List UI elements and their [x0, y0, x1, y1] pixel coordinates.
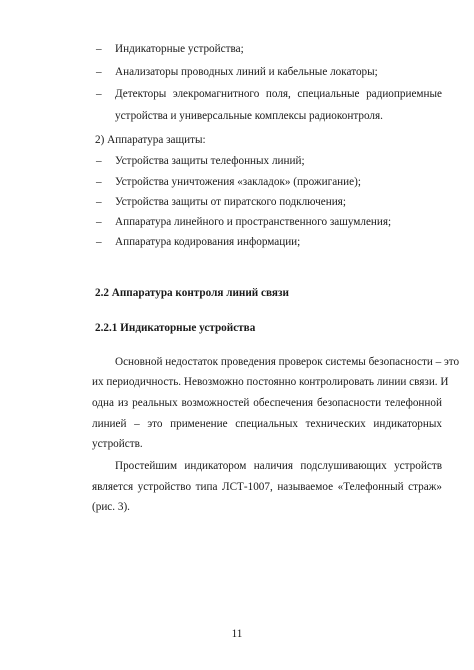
- list-dash: –: [96, 88, 102, 100]
- paragraph-line: Основной недостаток проведения проверок системы безопасности – это: [115, 356, 460, 368]
- list-item: Аппаратура линейного и пространственного зашумления;: [115, 216, 392, 228]
- list-item: Анализаторы проводных линий и кабельные локаторы;: [115, 66, 378, 78]
- list-dash: –: [96, 155, 102, 167]
- list-dash: –: [96, 236, 102, 248]
- paragraph-line: одна из реальных возможностей обеспечения безопасности телефонной: [92, 397, 442, 409]
- list-heading: 2) Аппаратура защиты:: [95, 134, 206, 146]
- list-item: Устройства защиты телефонных линий;: [115, 155, 305, 167]
- paragraph-line: является устройство типа ЛСТ-1007, называемое «Телефонный страж»: [92, 481, 442, 493]
- list-dash: –: [96, 66, 102, 78]
- paragraph-line: Простейшим индикатором наличия подслушивающих устройств: [115, 460, 442, 472]
- paragraph-line: устройств.: [92, 438, 143, 450]
- list-dash: –: [96, 216, 102, 228]
- paragraph-line: (рис. 3).: [92, 501, 130, 513]
- list-dash: –: [96, 196, 102, 208]
- section-heading: 2.2 Аппаратура контроля линий связи: [95, 287, 289, 299]
- list-item: Устройства уничтожения «закладок» (прожигание);: [115, 176, 361, 188]
- subsection-heading: 2.2.1 Индикаторные устройства: [95, 322, 256, 334]
- list-item: Аппаратура кодирования информации;: [115, 236, 301, 248]
- list-dash: –: [96, 43, 102, 55]
- list-item: Устройства защиты от пиратского подключения;: [115, 196, 346, 208]
- page-number: 11: [231, 628, 243, 640]
- list-item: Детекторы элекромагнитного поля, специальные радиоприемные: [115, 88, 442, 100]
- list-item-continuation: устройства и универсальные комплексы радиоконтроля.: [115, 110, 383, 122]
- paragraph-line: линией – это применение специальных технических индикаторных: [92, 418, 442, 430]
- list-item: Индикаторные устройства;: [115, 43, 244, 55]
- list-dash: –: [96, 176, 102, 188]
- paragraph-line: их периодичность. Невозможно постоянно контролировать линии связи. И: [92, 376, 449, 388]
